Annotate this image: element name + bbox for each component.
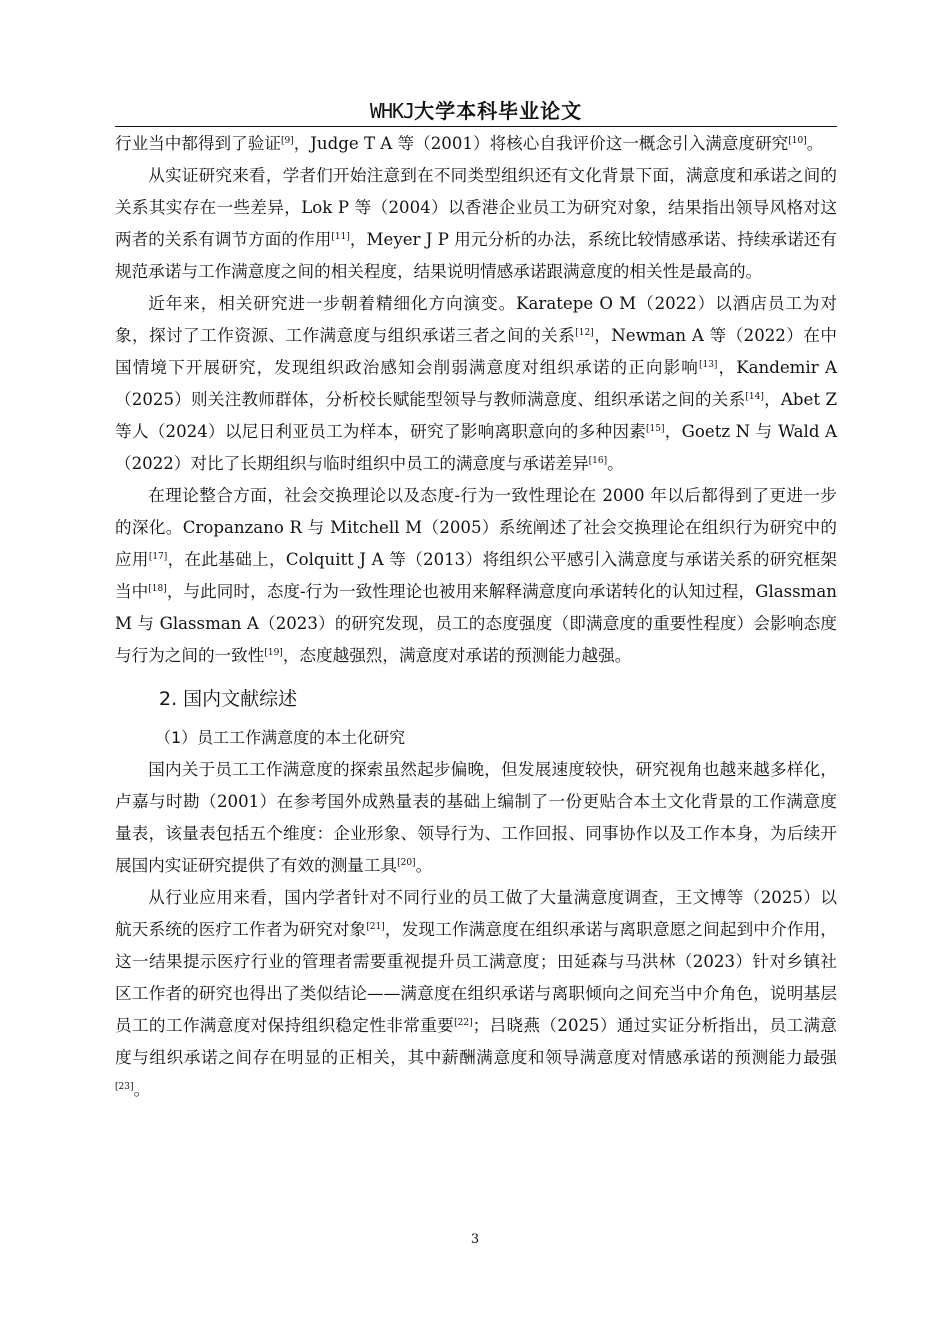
citation-ref: [13] — [698, 360, 718, 370]
citation-ref: [16] — [588, 456, 608, 466]
citation-ref: [18] — [148, 584, 167, 594]
citation-ref: [21] — [366, 922, 385, 932]
citation-ref: [20] — [397, 858, 416, 868]
citation-ref: [12] — [575, 328, 594, 338]
page-body — [115, 128, 837, 1106]
paragraph: 近年来，相关研究进一步朝着精细化方向演变。Karatepe O M（2022）以酒店员工为对象，探讨了工作资源、工作满意度与组织承诺三者之间的关系[12]，Newman A 等（2022）在中国情境下开展研究，发现组织政治感知会削弱满意度对组织承诺的正向影响[13]，Kandemir A（2025）则关注教师群体，分析校长赋能型领导与教师满意度、组织承诺之间的关系[14]，Abet Z 等人（2024）以尼日利亚员工为样本，研究了影响离职意向的多种因素[15]，Goetz N 与 Wald A（2022）对比了长期组织与临时组织中员工的满意度与承诺差异[16]。 — [115, 294, 838, 473]
citation-ref: [19] — [264, 648, 283, 658]
paragraph: 从行业应用来看，国内学者针对不同行业的员工做了大量满意度调查，王文博等（2025）以航天系统的医疗工作者为研究对象[21]，发现工作满意度在组织承诺与离职意愿之间起到中介作用，这一结果提示医疗行业的管理者需要重视提升员工满意度；田延森与马洪林（2023）针对乡镇社区工作者的研究也得出了类似结论——满意度在组织承诺与离职倾向之间充当中介角色，说明基层员工的工作满意度对保持组织稳定性非常重要[22]；吕晓燕（2025）通过实证分析指出，员工满意度与组织承诺之间存在明显的正相关，其中薪酬满意度和领导满意度对情感承诺的预测能力最强[23]。 — [115, 888, 838, 1099]
citation-ref: [15] — [646, 424, 665, 434]
citation-ref: [9] — [280, 136, 294, 146]
citation-ref: [10] — [788, 136, 807, 146]
header-latin: WHKJ — [369, 99, 415, 123]
paragraph: 从实证研究来看，学者们开始注意到在不同类型组织还有文化背景下面，满意度和承诺之间的关系其实存在一些差异，Lok P 等（2004）以香港企业员工为研究对象，结果指出领导风格对这两者的关系有调节方面的作用[11]，Meyer J P 用元分析的办法，系统比较情感承诺、持续承诺还有规范承诺与工作满意度之间的相关程度，结果说明情感承诺跟满意度的相关性是最高的。 — [115, 166, 838, 281]
section-heading: 2. 国内文献综述 — [159, 688, 298, 710]
citation-ref: [11] — [331, 232, 350, 242]
paragraph: 在理论整合方面，社会交换理论以及态度-行为一致性理论在 2000 年以后都得到了更进一步的深化。Cropanzano R 与 Mitchell M（2005）系统阐述了社会交换理论在组织行为研究中的应用[17]，在此基础上，Colquitt J A 等（2013）将组织公平感引入满意度与承诺关系的研究框架当中[18]，与此同时，态度-行为一致性理论也被用来解释满意度向承诺转化的认知过程，Glassman M 与 Glassman A（2023）的研究发现，员工的态度强度（即满意度的重要性程度）会影响态度与行为之间的一致性[19]，态度越强烈，满意度对承诺的预测能力越强。 — [115, 486, 838, 665]
header-cjk: 大学本科毕业论文 — [414, 99, 583, 123]
running-header — [115, 95, 837, 127]
page-number: 3 — [470, 1232, 480, 1247]
citation-ref: [23] — [115, 1082, 134, 1092]
citation-ref: [17] — [148, 552, 168, 562]
paragraph: 国内关于员工工作满意度的探索虽然起步偏晚，但发展速度较快，研究视角也越来越多样化，卢嘉与时勘（2001）在参考国外成熟量表的基础上编制了一份更贴合本土文化背景的工作满意度量表，该量表包括五个维度：企业形象、领导行为、工作回报、同事协作以及工作本身，为后续开展国内实证研究提供了有效的测量工具[20]。 — [115, 760, 837, 875]
subsection-heading: （1）员工工作满意度的本土化研究 — [155, 728, 406, 747]
citation-ref: [22] — [454, 1018, 473, 1028]
citation-ref: [14] — [745, 392, 764, 402]
paragraph: 行业当中都得到了验证[9]，Judge T A 等（2001）将核心自我评价这一概念引入满意度研究[10]。 — [115, 134, 824, 153]
